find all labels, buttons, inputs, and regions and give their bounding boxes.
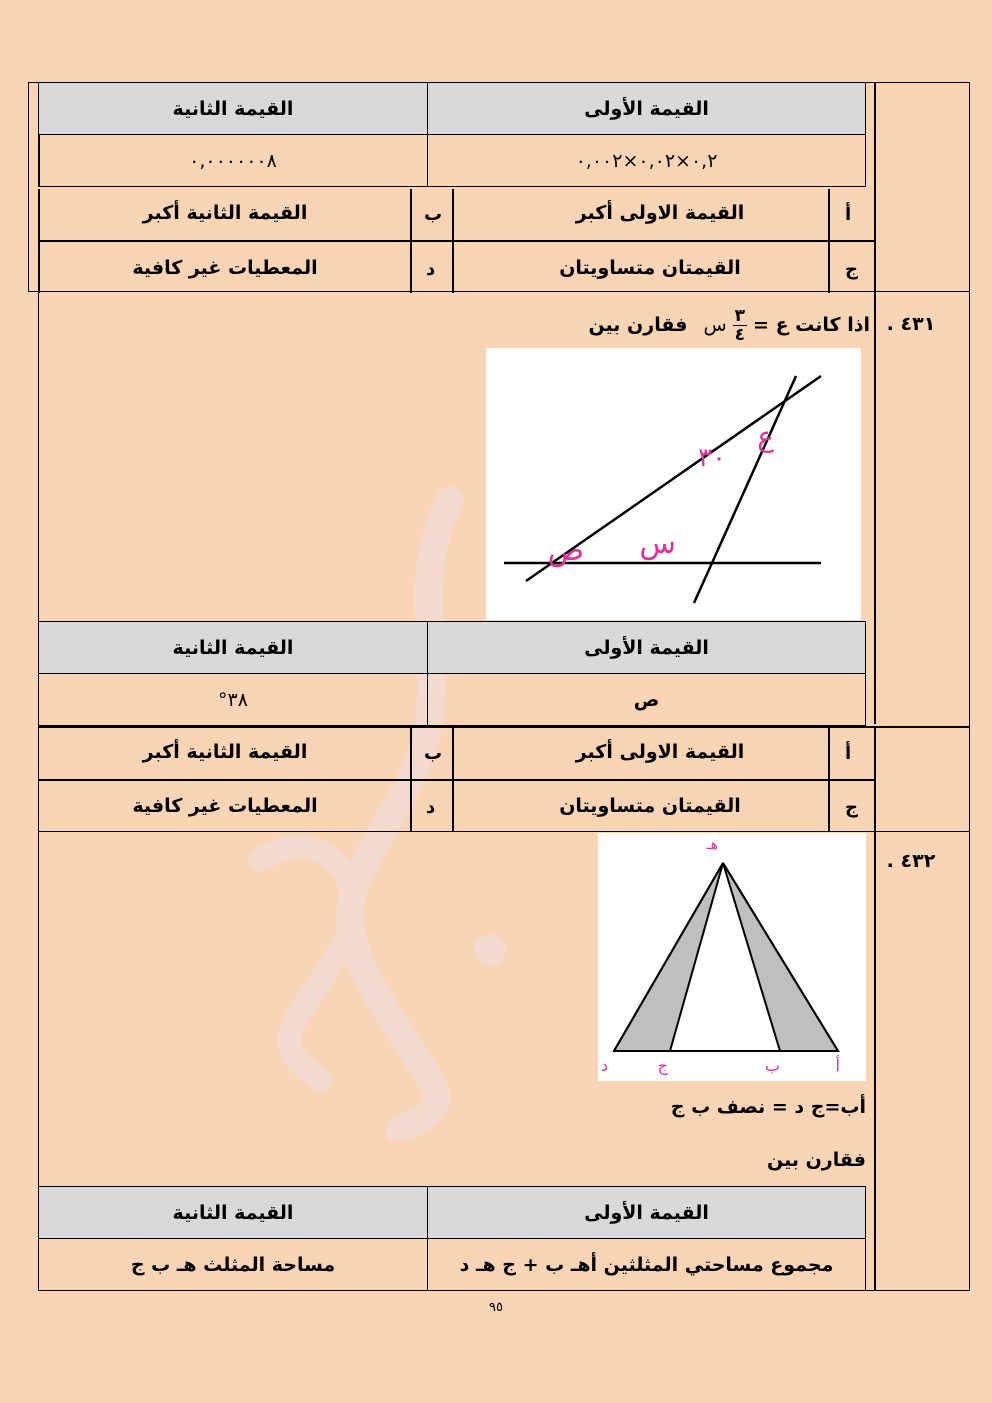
q431-value-first: ص (427, 673, 866, 726)
q432-value-first: مجموع مساحتي المثلثين أهـ ب + ج هـ د (427, 1238, 866, 1291)
choice1-d-text: المعطيات غير كافية (132, 257, 318, 279)
choice2-d-text: المعطيات غير كافية (132, 795, 318, 817)
fig2-label-j: ج (657, 1056, 668, 1075)
q431-frac-den: ٤ (734, 324, 746, 345)
q432-header-second: القيمة الثانية (38, 1186, 428, 1239)
q432-header-first: القيمة الأولى (427, 1186, 866, 1239)
q431-intro: اذا كانت ع = (753, 314, 870, 336)
choice2-a-letter: أ (845, 743, 852, 764)
choice2-d-letter: د (426, 797, 436, 818)
fig2-label-a: أ (835, 1056, 840, 1075)
q431-statement (540, 305, 870, 345)
choice2-b-text: القيمة الثانية أكبر (142, 741, 308, 763)
fig2-label-d: د (600, 1056, 608, 1075)
choice1-b-letter: ب (424, 204, 443, 225)
choice2-c-letter: ج (845, 797, 858, 818)
fig-label-sin: س (639, 526, 676, 561)
q431-header-first: القيمة الأولى (427, 621, 866, 674)
q431-compare: فقارن بين (588, 314, 688, 336)
q432-figure (598, 833, 866, 1081)
q432-compare: فقارن بين (766, 1149, 866, 1171)
choice1-b-text: القيمة الثانية أكبر (142, 202, 308, 224)
q431-var: س (703, 314, 727, 336)
fig-label-sad: ص (547, 533, 584, 568)
q430-header-first: القيمة الأولى (427, 82, 866, 135)
q430-value-second: ٠,٠٠٠٠٠٠٨ (38, 134, 428, 187)
q432-value-second: مساحة المثلث هـ ب ج (38, 1238, 428, 1291)
q431-figure (486, 348, 861, 620)
q431-header-second: القيمة الثانية (38, 621, 428, 674)
q431-number: ٤٣١ . (886, 313, 936, 335)
page-number: ٩٥ (489, 1300, 503, 1315)
q431-fraction (733, 307, 747, 344)
choice2-c-text: القيمتان متساويتان (559, 795, 741, 817)
choice1-a-letter: أ (845, 204, 852, 225)
fig-label-ain: ع (757, 420, 774, 453)
choice1-c-letter: ج (845, 259, 858, 280)
choice2-b-letter: ب (424, 743, 443, 764)
q432-given: أب=ج د = نصف ب ج (670, 1096, 866, 1118)
choice1-d-letter: د (426, 259, 436, 280)
q431-frac-num: ٣ (734, 305, 746, 326)
q430-value-first: ٠,٢×٠,٠٢×٠,٠٠٢ (427, 134, 866, 187)
fig2-label-b: ب (764, 1056, 780, 1075)
choice2-a-text: القيمة الاولى أكبر (575, 741, 745, 763)
q431-value-second: ٣٨° (38, 673, 428, 726)
fig2-label-h: هـ (706, 837, 718, 853)
q432-number: ٤٣٢ . (886, 850, 936, 872)
choice1-c-text: القيمتان متساويتان (559, 257, 741, 279)
q430-header-second: القيمة الثانية (38, 82, 428, 135)
fig-label-angle: ٣٠ (698, 443, 726, 473)
choice1-a-text: القيمة الاولى أكبر (575, 202, 745, 224)
